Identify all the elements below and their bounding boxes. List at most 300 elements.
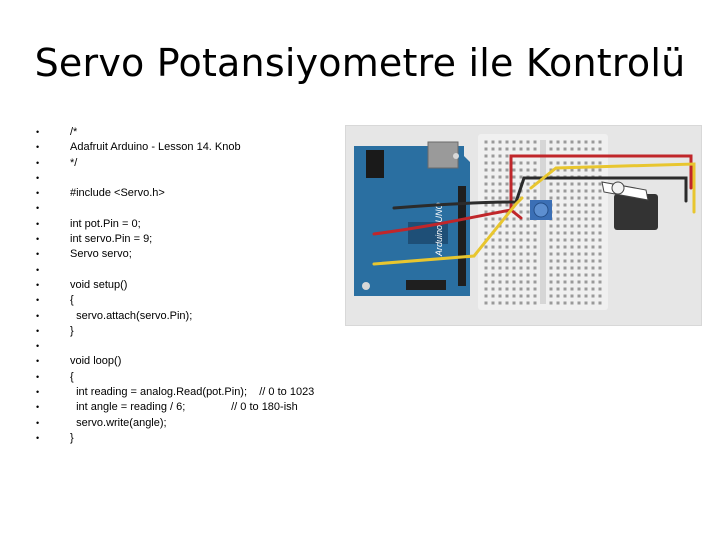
- breadboard-hole: [592, 239, 595, 242]
- breadboard-hole: [592, 274, 595, 277]
- breadboard-hole: [571, 211, 574, 214]
- breadboard-hole: [506, 288, 509, 291]
- breadboard-hole: [534, 302, 537, 305]
- breadboard-hole: [506, 253, 509, 256]
- breadboard-hole: [534, 225, 537, 228]
- breadboard-hole: [557, 190, 560, 193]
- breadboard-hole: [571, 274, 574, 277]
- breadboard-hole: [599, 141, 602, 144]
- breadboard-hole: [492, 218, 495, 221]
- breadboard-hole: [550, 148, 553, 151]
- bullet-icon: •: [36, 356, 40, 367]
- bullet-icon: •: [36, 402, 40, 413]
- code-line: [36, 171, 346, 186]
- breadboard-hole: [571, 253, 574, 256]
- bullet-icon: •: [36, 218, 40, 229]
- breadboard-hole: [550, 267, 553, 270]
- breadboard-hole: [485, 183, 488, 186]
- code-text: int angle = reading / 6; // 0 to 180-ish: [70, 401, 298, 414]
- breadboard-hole: [585, 274, 588, 277]
- breadboard-hole: [578, 225, 581, 228]
- breadboard-hole: [557, 281, 560, 284]
- breadboard-hole: [499, 183, 502, 186]
- breadboard-hole: [520, 176, 523, 179]
- breadboard-hole: [499, 267, 502, 270]
- breadboard-hole: [571, 190, 574, 193]
- code-line: [36, 293, 346, 308]
- breadboard-hole: [599, 190, 602, 193]
- breadboard-hole: [557, 204, 560, 207]
- breadboard-hole: [506, 239, 509, 242]
- code-line: [36, 201, 346, 216]
- breadboard-hole: [571, 281, 574, 284]
- breadboard-hole: [578, 162, 581, 165]
- breadboard-hole: [599, 169, 602, 172]
- breadboard-hole: [485, 225, 488, 228]
- breadboard-hole: [527, 197, 530, 200]
- breadboard-hole: [578, 260, 581, 263]
- breadboard-hole: [557, 162, 560, 165]
- breadboard-hole: [564, 190, 567, 193]
- breadboard-hole: [557, 267, 560, 270]
- breadboard-hole: [557, 274, 560, 277]
- breadboard-hole: [599, 281, 602, 284]
- breadboard-hole: [513, 190, 516, 193]
- breadboard-hole: [534, 148, 537, 151]
- slide-title: Servo Potansiyometre ile Kontrolü: [34, 41, 686, 85]
- code-text: */: [70, 156, 78, 169]
- breadboard-hole: [585, 288, 588, 291]
- breadboard-hole: [527, 218, 530, 221]
- breadboard-hole: [485, 253, 488, 256]
- breadboard-hole: [485, 288, 488, 291]
- code-text: int servo.Pin = 9;: [70, 233, 153, 246]
- code-line: [36, 431, 346, 446]
- breadboard-hole: [485, 155, 488, 158]
- breadboard-hole: [506, 176, 509, 179]
- breadboard-hole: [564, 148, 567, 151]
- breadboard-hole: [527, 302, 530, 305]
- breadboard-hole: [513, 267, 516, 270]
- breadboard-hole: [592, 288, 595, 291]
- breadboard-hole: [506, 260, 509, 263]
- breadboard-hole: [534, 295, 537, 298]
- breadboard-hole: [506, 141, 509, 144]
- breadboard-hole: [599, 218, 602, 221]
- breadboard-hole: [585, 239, 588, 242]
- code-text: int pot.Pin = 0;: [70, 217, 141, 230]
- breadboard-hole: [564, 246, 567, 249]
- breadboard-hole: [564, 239, 567, 242]
- breadboard-hole: [527, 246, 530, 249]
- breadboard-hole: [599, 253, 602, 256]
- breadboard-hole: [592, 162, 595, 165]
- breadboard-hole: [564, 281, 567, 284]
- breadboard-hole: [520, 162, 523, 165]
- breadboard-hole: [513, 176, 516, 179]
- code-line: [36, 140, 346, 155]
- breadboard-hole: [599, 211, 602, 214]
- breadboard-hole: [520, 295, 523, 298]
- breadboard-hole: [499, 302, 502, 305]
- breadboard-hole: [527, 274, 530, 277]
- breadboard-hole: [506, 274, 509, 277]
- breadboard-hole: [534, 260, 537, 263]
- breadboard-hole: [534, 232, 537, 235]
- breadboard-hole: [485, 162, 488, 165]
- breadboard-hole: [564, 183, 567, 186]
- breadboard-hole: [520, 211, 523, 214]
- code-line: [36, 263, 346, 278]
- breadboard-hole: [499, 218, 502, 221]
- breadboard-hole: [599, 197, 602, 200]
- breadboard-hole: [564, 225, 567, 228]
- breadboard-hole: [557, 253, 560, 256]
- breadboard-hole: [585, 302, 588, 305]
- circuit-diagram: [345, 125, 702, 326]
- breadboard-hole: [506, 162, 509, 165]
- breadboard-hole: [571, 246, 574, 249]
- breadboard-hole: [520, 225, 523, 228]
- breadboard-hole: [499, 274, 502, 277]
- breadboard-hole: [527, 211, 530, 214]
- breadboard-hole: [520, 260, 523, 263]
- breadboard-hole: [485, 281, 488, 284]
- code-text: {: [70, 370, 74, 383]
- breadboard-hole: [592, 246, 595, 249]
- breadboard-hole: [520, 274, 523, 277]
- breadboard-hole: [578, 232, 581, 235]
- breadboard-hole: [578, 295, 581, 298]
- breadboard-hole: [564, 288, 567, 291]
- breadboard-hole: [571, 260, 574, 263]
- breadboard-hole: [578, 197, 581, 200]
- potentiometer-knob: [534, 203, 548, 217]
- breadboard-hole: [499, 176, 502, 179]
- code-line: [36, 186, 346, 201]
- breadboard-hole: [592, 190, 595, 193]
- power-jack: [366, 150, 384, 178]
- code-line: [36, 247, 346, 262]
- code-line: [36, 400, 346, 415]
- breadboard-hole: [592, 211, 595, 214]
- breadboard-hole: [585, 169, 588, 172]
- breadboard-hole: [527, 204, 530, 207]
- breadboard-hole: [506, 183, 509, 186]
- bullet-icon: •: [36, 157, 40, 168]
- breadboard-hole: [578, 239, 581, 242]
- breadboard-hole: [564, 197, 567, 200]
- header-bottom: [406, 280, 446, 290]
- breadboard-hole: [557, 211, 560, 214]
- code-line: [36, 339, 346, 354]
- servo-body: [614, 194, 658, 230]
- breadboard-hole: [499, 281, 502, 284]
- breadboard-hole: [571, 302, 574, 305]
- breadboard-hole: [599, 246, 602, 249]
- breadboard-hole: [520, 232, 523, 235]
- breadboard-hole: [550, 162, 553, 165]
- breadboard-hole: [527, 190, 530, 193]
- breadboard-hole: [534, 288, 537, 291]
- breadboard-hole: [550, 295, 553, 298]
- breadboard-hole: [571, 197, 574, 200]
- breadboard-hole: [499, 162, 502, 165]
- code-line: [36, 324, 346, 339]
- bullet-icon: •: [36, 264, 40, 275]
- breadboard-hole: [506, 148, 509, 151]
- breadboard-hole: [513, 274, 516, 277]
- breadboard-hole: [513, 218, 516, 221]
- breadboard-hole: [534, 197, 537, 200]
- breadboard-hole: [499, 197, 502, 200]
- breadboard-hole: [527, 260, 530, 263]
- breadboard-hole: [564, 162, 567, 165]
- breadboard-hole: [492, 162, 495, 165]
- breadboard-hole: [564, 260, 567, 263]
- breadboard-hole: [520, 253, 523, 256]
- breadboard-hole: [564, 302, 567, 305]
- code-text: }: [70, 324, 74, 337]
- code-text: }: [70, 431, 74, 444]
- mount-hole: [453, 153, 459, 159]
- breadboard-hole: [506, 155, 509, 158]
- code-line: [36, 217, 346, 232]
- breadboard-hole: [550, 253, 553, 256]
- breadboard-hole: [485, 232, 488, 235]
- breadboard-hole: [506, 225, 509, 228]
- breadboard-hole: [550, 281, 553, 284]
- breadboard-hole: [492, 155, 495, 158]
- breadboard-hole: [592, 204, 595, 207]
- code-listing: [36, 125, 346, 446]
- breadboard-hole: [520, 204, 523, 207]
- code-text: Servo servo;: [70, 248, 132, 261]
- mount-hole: [362, 282, 370, 290]
- breadboard-hole: [485, 295, 488, 298]
- breadboard-hole: [492, 288, 495, 291]
- breadboard-hole: [520, 288, 523, 291]
- code-text: void loop(): [70, 355, 122, 368]
- breadboard-hole: [485, 176, 488, 179]
- breadboard-hole: [506, 267, 509, 270]
- bullet-icon: •: [36, 127, 40, 137]
- breadboard-hole: [571, 232, 574, 235]
- breadboard-hole: [513, 295, 516, 298]
- breadboard-hole: [557, 232, 560, 235]
- breadboard-hole: [550, 288, 553, 291]
- breadboard-hole: [506, 295, 509, 298]
- breadboard-hole: [513, 197, 516, 200]
- breadboard-channel: [540, 140, 546, 304]
- bullet-icon: •: [36, 341, 40, 352]
- breadboard-hole: [585, 162, 588, 165]
- breadboard-hole: [557, 148, 560, 151]
- breadboard-hole: [599, 183, 602, 186]
- breadboard-hole: [557, 260, 560, 263]
- breadboard-hole: [585, 197, 588, 200]
- breadboard-hole: [550, 274, 553, 277]
- code-text: /*: [70, 126, 78, 138]
- code-text: {: [70, 294, 74, 307]
- breadboard-hole: [578, 274, 581, 277]
- breadboard-hole: [513, 288, 516, 291]
- breadboard-hole: [564, 274, 567, 277]
- breadboard-hole: [550, 197, 553, 200]
- bullet-icon: •: [36, 142, 40, 153]
- breadboard-hole: [592, 295, 595, 298]
- breadboard-hole: [492, 169, 495, 172]
- breadboard-hole: [571, 162, 574, 165]
- breadboard-hole: [557, 218, 560, 221]
- breadboard-hole: [585, 253, 588, 256]
- breadboard-hole: [571, 239, 574, 242]
- breadboard-hole: [520, 148, 523, 151]
- breadboard-hole: [513, 141, 516, 144]
- breadboard-hole: [599, 148, 602, 151]
- breadboard-hole: [499, 295, 502, 298]
- breadboard-hole: [592, 169, 595, 172]
- breadboard-hole: [557, 183, 560, 186]
- breadboard-hole: [527, 253, 530, 256]
- breadboard-hole: [485, 190, 488, 193]
- breadboard-hole: [492, 253, 495, 256]
- breadboard-hole: [585, 260, 588, 263]
- breadboard-hole: [513, 162, 516, 165]
- breadboard-hole: [550, 302, 553, 305]
- breadboard-hole: [578, 204, 581, 207]
- breadboard-hole: [527, 183, 530, 186]
- breadboard-hole: [513, 225, 516, 228]
- breadboard-hole: [527, 148, 530, 151]
- breadboard-hole: [485, 218, 488, 221]
- code-line: [36, 354, 346, 369]
- breadboard-hole: [585, 190, 588, 193]
- breadboard-hole: [513, 281, 516, 284]
- breadboard-hole: [585, 183, 588, 186]
- breadboard-hole: [578, 218, 581, 221]
- breadboard-hole: [550, 260, 553, 263]
- breadboard-hole: [485, 260, 488, 263]
- bullet-icon: •: [36, 325, 40, 336]
- breadboard-hole: [534, 274, 537, 277]
- breadboard-hole: [492, 246, 495, 249]
- bullet-icon: •: [36, 279, 40, 290]
- breadboard-hole: [485, 274, 488, 277]
- breadboard-hole: [527, 169, 530, 172]
- breadboard-hole: [578, 211, 581, 214]
- breadboard-hole: [592, 232, 595, 235]
- breadboard-hole: [506, 169, 509, 172]
- breadboard-hole: [499, 288, 502, 291]
- breadboard-hole: [492, 267, 495, 270]
- code-line: [36, 370, 346, 385]
- breadboard-hole: [534, 253, 537, 256]
- breadboard-hole: [513, 169, 516, 172]
- breadboard-hole: [492, 239, 495, 242]
- breadboard-hole: [513, 260, 516, 263]
- breadboard-hole: [599, 225, 602, 228]
- breadboard-hole: [571, 204, 574, 207]
- breadboard-hole: [571, 295, 574, 298]
- code-line: [36, 278, 346, 293]
- breadboard-hole: [557, 295, 560, 298]
- breadboard-hole: [571, 183, 574, 186]
- breadboard-hole: [520, 141, 523, 144]
- breadboard-hole: [499, 246, 502, 249]
- breadboard-hole: [534, 267, 537, 270]
- breadboard-hole: [527, 239, 530, 242]
- breadboard-hole: [534, 162, 537, 165]
- breadboard-hole: [492, 197, 495, 200]
- circuit-diagram-svg: [346, 126, 701, 325]
- breadboard-hole: [578, 183, 581, 186]
- breadboard-hole: [492, 176, 495, 179]
- breadboard-hole: [550, 225, 553, 228]
- breadboard-hole: [564, 267, 567, 270]
- header-right: [458, 186, 466, 286]
- breadboard-hole: [513, 302, 516, 305]
- code-text: servo.attach(servo.Pin);: [70, 309, 193, 322]
- code-text: Adafruit Arduino - Lesson 14. Knob: [70, 141, 241, 154]
- bullet-icon: •: [36, 234, 40, 245]
- breadboard-hole: [585, 267, 588, 270]
- breadboard-hole: [592, 260, 595, 263]
- breadboard-hole: [564, 211, 567, 214]
- breadboard-hole: [527, 232, 530, 235]
- breadboard-hole: [520, 239, 523, 242]
- breadboard-hole: [513, 239, 516, 242]
- breadboard-hole: [513, 232, 516, 235]
- breadboard-hole: [485, 197, 488, 200]
- breadboard-hole: [571, 288, 574, 291]
- bullet-icon: •: [36, 188, 40, 199]
- breadboard: [478, 134, 608, 310]
- bullet-icon: •: [36, 432, 40, 443]
- breadboard-hole: [499, 253, 502, 256]
- code-line: [36, 156, 346, 171]
- bullet-icon: •: [36, 203, 40, 214]
- breadboard-hole: [550, 141, 553, 144]
- breadboard-hole: [585, 246, 588, 249]
- breadboard-hole: [564, 232, 567, 235]
- breadboard-hole: [592, 253, 595, 256]
- bullet-icon: •: [36, 295, 40, 306]
- breadboard-hole: [599, 162, 602, 165]
- breadboard-hole: [534, 281, 537, 284]
- breadboard-hole: [492, 190, 495, 193]
- breadboard-hole: [513, 148, 516, 151]
- breadboard-hole: [520, 267, 523, 270]
- breadboard-hole: [506, 302, 509, 305]
- breadboard-hole: [485, 267, 488, 270]
- breadboard-hole: [485, 141, 488, 144]
- breadboard-hole: [599, 204, 602, 207]
- breadboard-hole: [534, 141, 537, 144]
- breadboard-hole: [564, 295, 567, 298]
- code-line: [36, 125, 346, 140]
- breadboard-hole: [499, 148, 502, 151]
- breadboard-hole: [506, 232, 509, 235]
- bullet-icon: •: [36, 387, 40, 398]
- breadboard-hole: [557, 197, 560, 200]
- breadboard-hole: [506, 197, 509, 200]
- breadboard-hole: [492, 141, 495, 144]
- breadboard-hole: [578, 246, 581, 249]
- breadboard-hole: [571, 225, 574, 228]
- code-text: #include <Servo.h>: [70, 187, 165, 200]
- breadboard-hole: [599, 239, 602, 242]
